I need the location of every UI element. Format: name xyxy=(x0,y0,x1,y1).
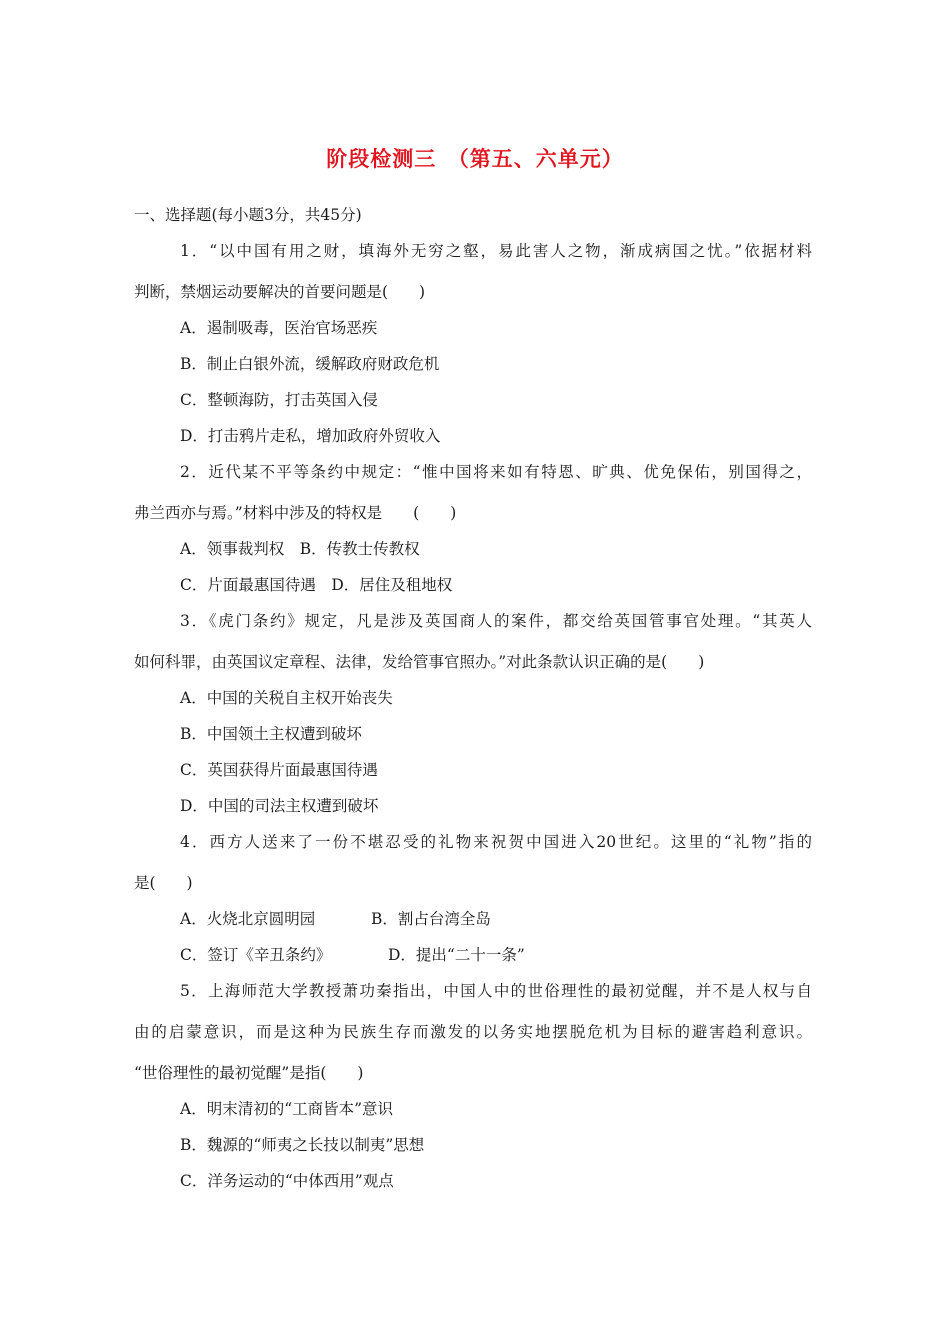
q1-option-c: C．整顿海防，打击英国入侵 xyxy=(180,391,378,409)
q3-stem-line1: 3．《虎门条约》规定，凡是涉及英国商人的案件，都交给英国管事官处理。“其英人 xyxy=(180,612,812,630)
section-heading: 一、选择题(每小题3分，共45分) xyxy=(134,206,362,224)
q3-stem-line2: 如何科罪，由英国议定章程、法律，发给管事官照办。”对此条款认识正确的是( ) xyxy=(134,653,705,671)
q5-stem-line1: 5．上海师范大学教授萧功秦指出，中国人中的世俗理性的最初觉醒，并不是人权与自 xyxy=(180,982,812,1000)
q5-option-c: C．洋务运动的“中体西用”观点 xyxy=(180,1172,394,1190)
q4-option-b: B．割占台湾全岛 xyxy=(371,910,491,928)
q1-option-a: A．遏制吸毒，医治官场恶疾 xyxy=(180,319,378,337)
q3-option-b: B．中国领土主权遭到破坏 xyxy=(180,725,362,743)
q4-stem-line1: 4．西方人送来了一份不堪忍受的礼物来祝贺中国进入20世纪。这里的“礼物”指的 xyxy=(180,833,812,851)
q4-option-d: D．提出“二十一条” xyxy=(388,946,525,964)
q4-option-c: C．签订《辛丑条约》 xyxy=(180,946,332,964)
q1-option-d: D．打击鸦片走私，增加政府外贸收入 xyxy=(180,427,441,445)
q5-option-b: B．魏源的“师夷之长技以制夷”思想 xyxy=(180,1136,425,1154)
q4-stem-line2: 是( ) xyxy=(134,874,193,892)
q2-stem-line1: 2．近代某不平等条约中规定：“惟中国将来如有特恩、旷典、优免保佑，别国得之， xyxy=(180,463,812,481)
q5-stem-line2: 由的启蒙意识，而是这种为民族生存而激发的以务实地摆脱危机为目标的避害趋利意识。 xyxy=(134,1023,812,1041)
q2-options-ab: A．领事裁判权 B．传教士传教权 xyxy=(180,540,420,558)
q3-option-a: A．中国的关税自主权开始丧失 xyxy=(180,689,393,707)
q2-options-cd: C．片面最惠国待遇 D．居住及租地权 xyxy=(180,576,453,594)
q2-stem-line2: 弗兰西亦与焉。”材料中涉及的特权是 ( ) xyxy=(134,504,457,522)
page-title: 阶段检测三 （第五、六单元） xyxy=(326,147,624,171)
q5-stem-line3: “世俗理性的最初觉醒”是指( ) xyxy=(134,1064,364,1082)
q1-stem-line2: 判断，禁烟运动要解决的首要问题是( ) xyxy=(134,283,426,301)
q1-stem-line1: 1．“以中国有用之财，填海外无穷之壑，易此害人之物，渐成病国之忧。”依据材料 xyxy=(180,242,812,260)
q1-option-b: B．制止白银外流，缓解政府财政危机 xyxy=(180,355,440,373)
q4-option-a: A．火烧北京圆明园 xyxy=(180,910,316,928)
q3-option-d: D．中国的司法主权遭到破坏 xyxy=(180,797,379,815)
q5-option-a: A．明末清初的“工商皆本”意识 xyxy=(180,1100,394,1118)
q3-option-c: C．英国获得片面最惠国待遇 xyxy=(180,761,378,779)
